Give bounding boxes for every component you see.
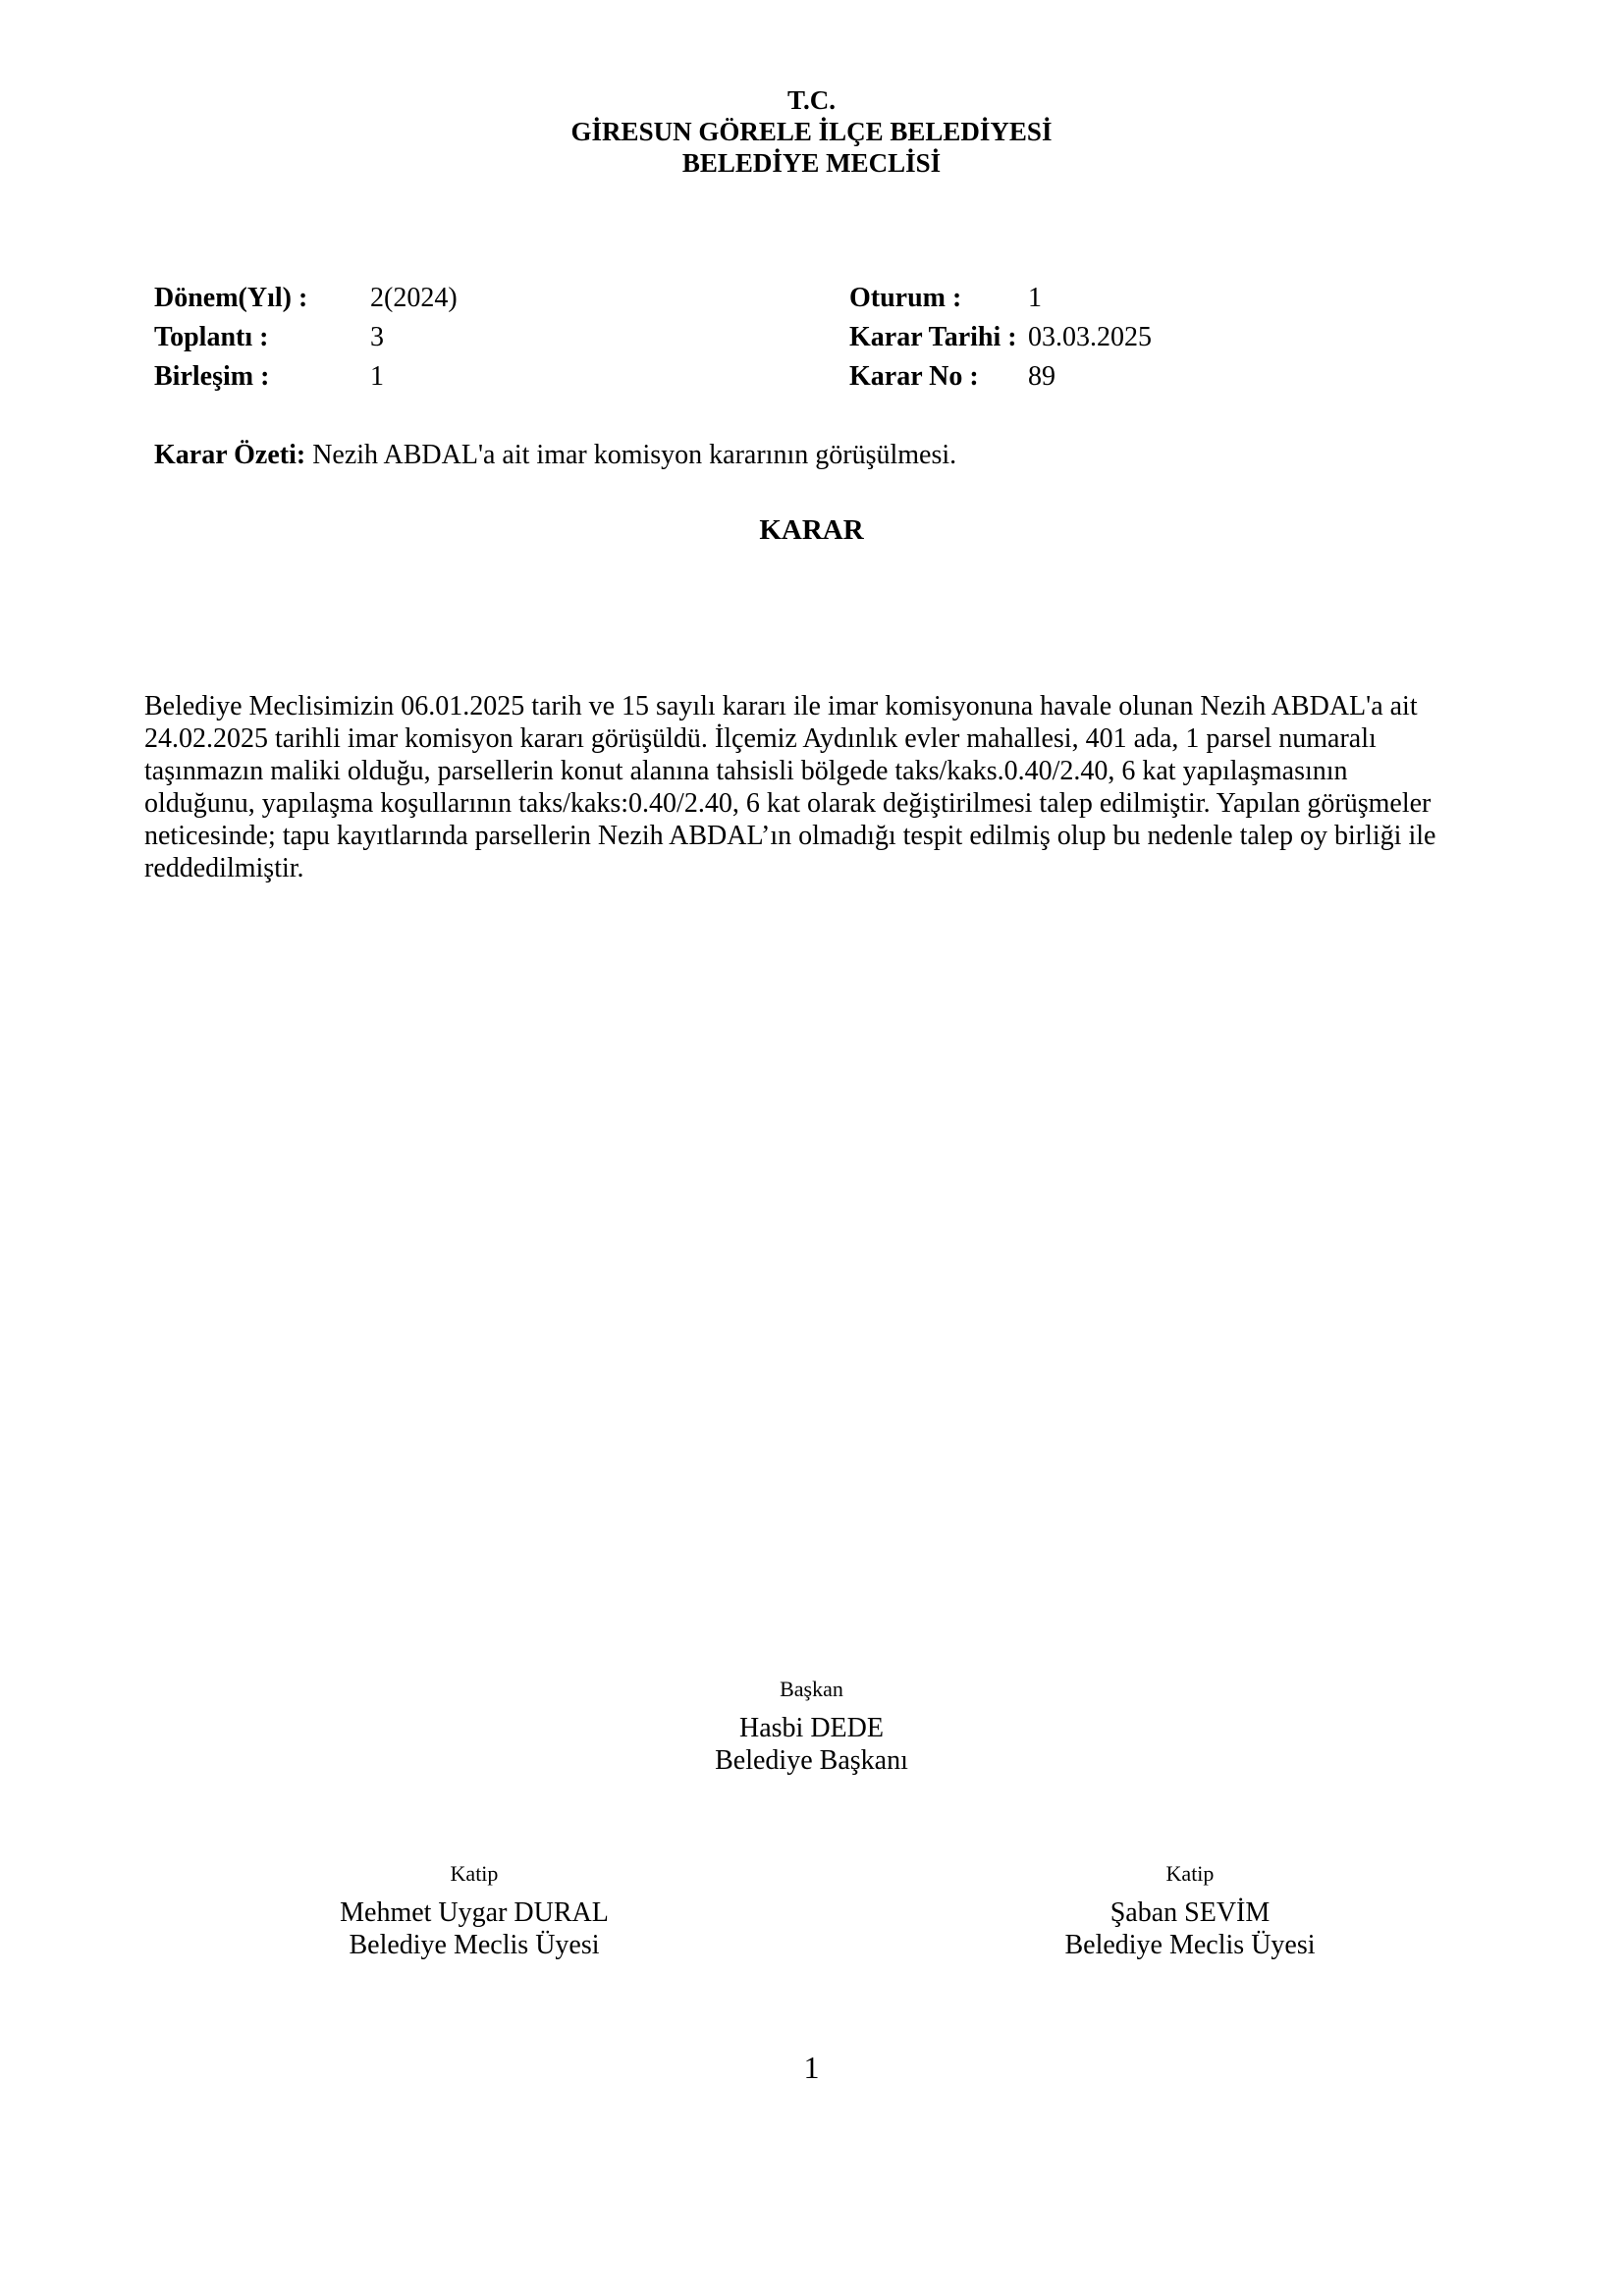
- clerk-right-role: Katip: [1165, 1861, 1215, 1886]
- summary-label: Karar Özeti:: [154, 440, 306, 470]
- clerk-left-name: Mehmet Uygar DURAL: [340, 1897, 609, 1928]
- decision-body: [144, 690, 1504, 884]
- body-line: taşınmazın maliki olduğu, parsellerin konut alanına tahsisli bölgede taks/kaks.0.40/2.40, 6 kat yapılaşmasının: [144, 756, 1348, 786]
- header-republic: T.C.: [786, 85, 836, 115]
- body-line: 24.02.2025 tarihli imar komisyon kararı görüşüldü. İlçemiz Aydınlık evler mahallesi, 401 ada, 1 parsel numaralı: [144, 723, 1377, 754]
- body-line: reddedilmiştir.: [144, 853, 304, 883]
- donem-label: Dönem(Yıl) :: [154, 283, 308, 313]
- toplanti-label: Toplantı :: [154, 322, 269, 352]
- body-line: neticesinde; tapu kayıtlarında parsellerin Nezih ABDAL’ın olmadığı tespit edilmiş olup bu nedenle talep oy birliği ile: [144, 821, 1436, 851]
- document-header: [0, 84, 1623, 179]
- president-signature: [0, 1677, 1623, 1777]
- header-municipality: GİRESUN GÖRELE İLÇE BELEDİYESİ: [570, 117, 1053, 146]
- clerk-left-title: Belediye Meclis Üyesi: [349, 1930, 600, 1960]
- donem-value: 2(2024): [370, 283, 458, 313]
- birlesim-label: Birleşim :: [154, 361, 270, 392]
- president-role: Başkan: [780, 1677, 843, 1701]
- summary-text: Nezih ABDAL'a ait imar komisyon kararının görüşülmesi.: [305, 440, 957, 470]
- oturum-value: 1: [1028, 283, 1042, 313]
- president-title: Belediye Başkanı: [715, 1745, 908, 1776]
- decision-summary: [154, 440, 956, 471]
- toplanti-value: 3: [370, 322, 384, 352]
- clerk-right-signature: [945, 1861, 1435, 1961]
- oturum-label: Oturum :: [849, 283, 962, 313]
- clerk-left-role: Katip: [450, 1861, 499, 1886]
- president-name: Hasbi DEDE: [739, 1713, 884, 1743]
- karar-tarihi-value: 03.03.2025: [1028, 322, 1152, 352]
- karar-no-value: 89: [1028, 361, 1055, 392]
- karar-tarihi-label: Karar Tarihi :: [849, 322, 1017, 352]
- decision-title: KARAR: [759, 514, 864, 546]
- body-line: Belediye Meclisimizin 06.01.2025 tarih ve 15 sayılı kararı ile imar komisyonuna havale olunan Nezih ABDAL'a ait: [144, 691, 1418, 721]
- page-number: 1: [803, 2050, 820, 2085]
- karar-no-label: Karar No :: [849, 361, 979, 392]
- header-council: BELEDİYE MECLİSİ: [681, 148, 942, 178]
- clerk-right-name: Şaban SEVİM: [1109, 1897, 1271, 1928]
- clerk-left-signature: [229, 1861, 720, 1961]
- birlesim-value: 1: [370, 361, 384, 392]
- body-line: olduğunu, yapılaşma koşullarının taks/kaks:0.40/2.40, 6 kat olarak değiştirilmesi talep edilmiştir. Yapılan görüşmeler: [144, 788, 1432, 819]
- clerk-right-title: Belediye Meclis Üyesi: [1064, 1930, 1316, 1960]
